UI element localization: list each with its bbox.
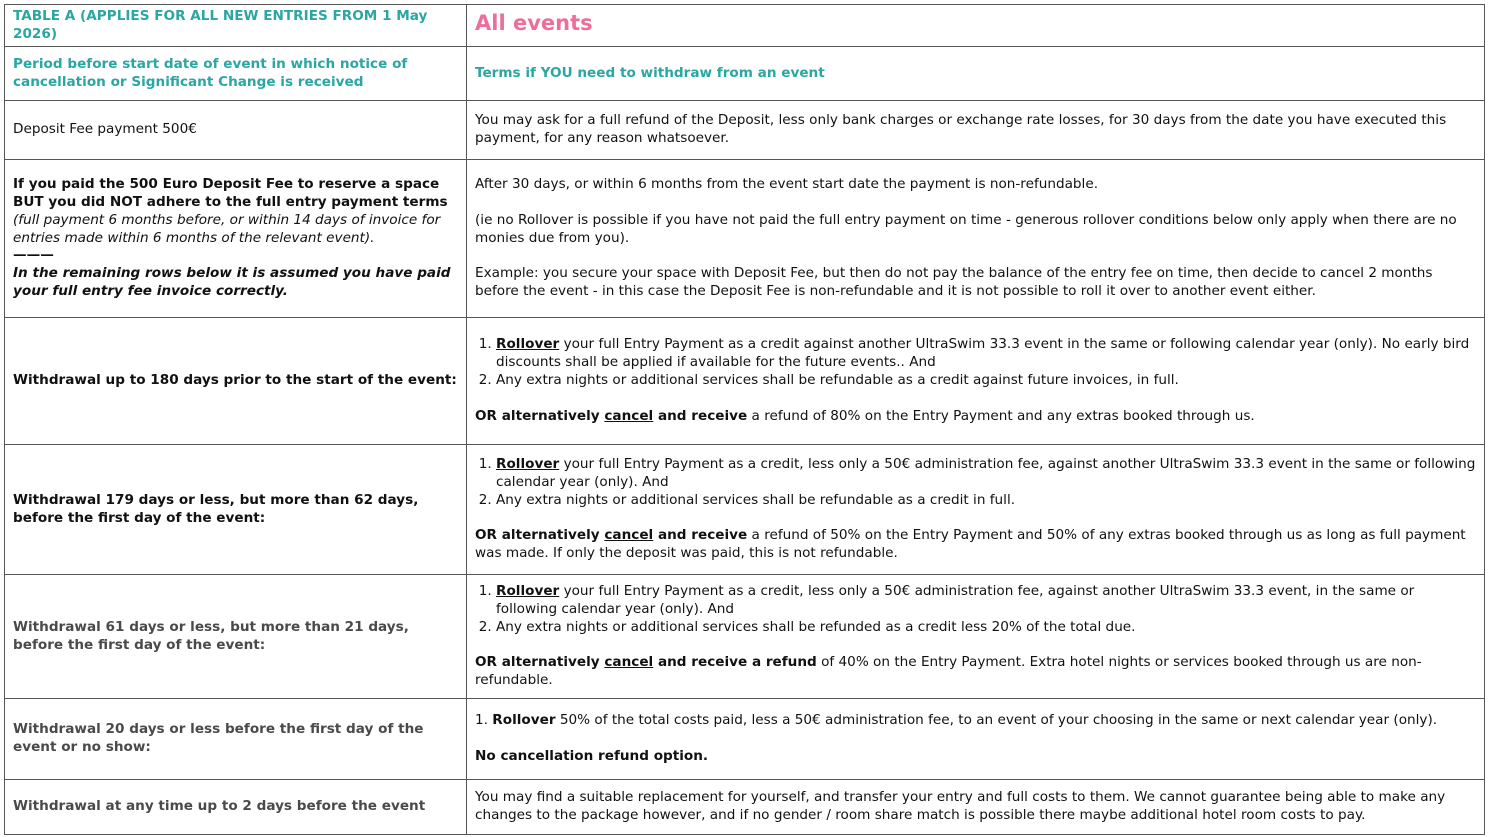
cancel-option: OR alternatively cancel and receive a refund of 80% on the Entry Payment and any extras booked through us. (475, 407, 1255, 424)
page-title: All events (467, 5, 1485, 47)
period-20-cell: Withdrawal 20 days or less before the first day of the event or no show: (5, 699, 467, 780)
column-header-row (5, 47, 1485, 101)
table-row-61-days (5, 575, 1485, 699)
terms-2-cell: You may find a suitable replacement for yourself, and transfer your entry and full costs to them. We cannot guarantee being able to make any changes to the package however, and if no gender / room share match is possible there maybe additional hotel room costs to pay. (467, 780, 1485, 835)
period-179-cell: Withdrawal 179 days or less, but more than 62 days, before the first day of the event: (5, 445, 467, 575)
divider-dash: ——— (13, 247, 54, 264)
list-item: 2. Any extra nights or additional services shall be refundable as a credit in full. (496, 492, 1476, 510)
cancel-option: OR alternatively cancel and receive a refund of 50% on the Entry Payment and 50% of any extras booked through us as long as full payment was made. If only the deposit was paid, this is not refundable. (475, 527, 1466, 562)
table-row-payment-terms (5, 160, 1485, 318)
period-2-cell: Withdrawal at any time up to 2 days before the event (5, 780, 467, 835)
options-list (475, 456, 1476, 509)
payment-terms-period-cell: If you paid the 500 Euro Deposit Fee to reserve a space BUT you did NOT adhere to the full entry payment terms (full payment 6 months before, or within 14 days of invoice for entries made within 6 months of the relevant event). ——— In the remaining rows below it is assumed you have paid your full entry fee invoice correctly. (5, 160, 467, 318)
deposit-terms-cell: You may ask for a full refund of the Deposit, less only bank charges or exchange rate losses, for 30 days from the date you have executed this payment, for any reason whatsoever. (467, 101, 1485, 160)
period-180-cell: Withdrawal up to 180 days prior to the start of the event: (5, 318, 467, 445)
table-label: TABLE A (APPLIES FOR ALL NEW ENTRIES FROM 1 May 2026) (5, 5, 467, 47)
terms-20-cell: 1. Rollover 50% of the total costs paid, less a 50€ administration fee, to an event of your choosing in the same or next calendar year (only). No cancellation refund option. (467, 699, 1485, 780)
cancel-option: OR alternatively cancel and receive a refund of 40% on the Entry Payment. Extra hotel nights or services booked through us are non-refundable. (475, 654, 1422, 689)
deposit-period-cell: Deposit Fee payment 500€ (5, 101, 467, 160)
table-row-180-days (5, 318, 1485, 445)
payment-terms-cell: After 30 days, or within 6 months from the event start date the payment is non-refundable. (ie no Rollover is possible if you have not paid the full entry payment on time - generous rollover conditions below only apply when there are no monies due from you). Example: you secure your space with Deposit Fee, but then do not pay the balance of the entry fee on time, then decide to cancel 2 months before the event - in this case the Deposit Fee is non-refundable and it is not possible to roll it over to another event either. (467, 160, 1485, 318)
table-row-20-days (5, 699, 1485, 780)
list-item: 1. Rollover your full Entry Payment as a credit, less only a 50€ administration fee, against another UltraSwim 33.3 event, in the same or following calendar year (only). And (496, 583, 1476, 619)
period-61-cell: Withdrawal 61 days or less, but more than 21 days, before the first day of the event: (5, 575, 467, 699)
terms-179-cell (467, 445, 1485, 575)
table-row-2-days (5, 780, 1485, 835)
terms-180-cell (467, 318, 1485, 445)
terms-61-cell (467, 575, 1485, 699)
options-list (475, 336, 1476, 389)
table-row-179-days (5, 445, 1485, 575)
withdrawal-terms-table (4, 4, 1485, 835)
list-item: 2. Any extra nights or additional services shall be refundable as a credit against future invoices, in full. (496, 372, 1476, 390)
terms-column-header: Terms if YOU need to withdraw from an event (467, 47, 1485, 101)
list-item: 2. Any extra nights or additional services shall be refunded as a credit less 20% of the total due. (496, 619, 1476, 637)
list-item: 1. Rollover your full Entry Payment as a credit, less only a 50€ administration fee, against another UltraSwim 33.3 event in the same or following calendar year (only). And (496, 456, 1476, 492)
no-refund-note: No cancellation refund option. (475, 748, 709, 764)
period-column-header: Period before start date of event in which notice of cancellation or Significant Change is received (5, 47, 467, 101)
table-header-row (5, 5, 1485, 47)
options-list (475, 583, 1476, 636)
list-item: 1. Rollover your full Entry Payment as a credit against another UltraSwim 33.3 event in the same or following calendar year (only). No early bird discounts shall be applied if available for the future events.. And (496, 336, 1476, 372)
table-row-deposit (5, 101, 1485, 160)
